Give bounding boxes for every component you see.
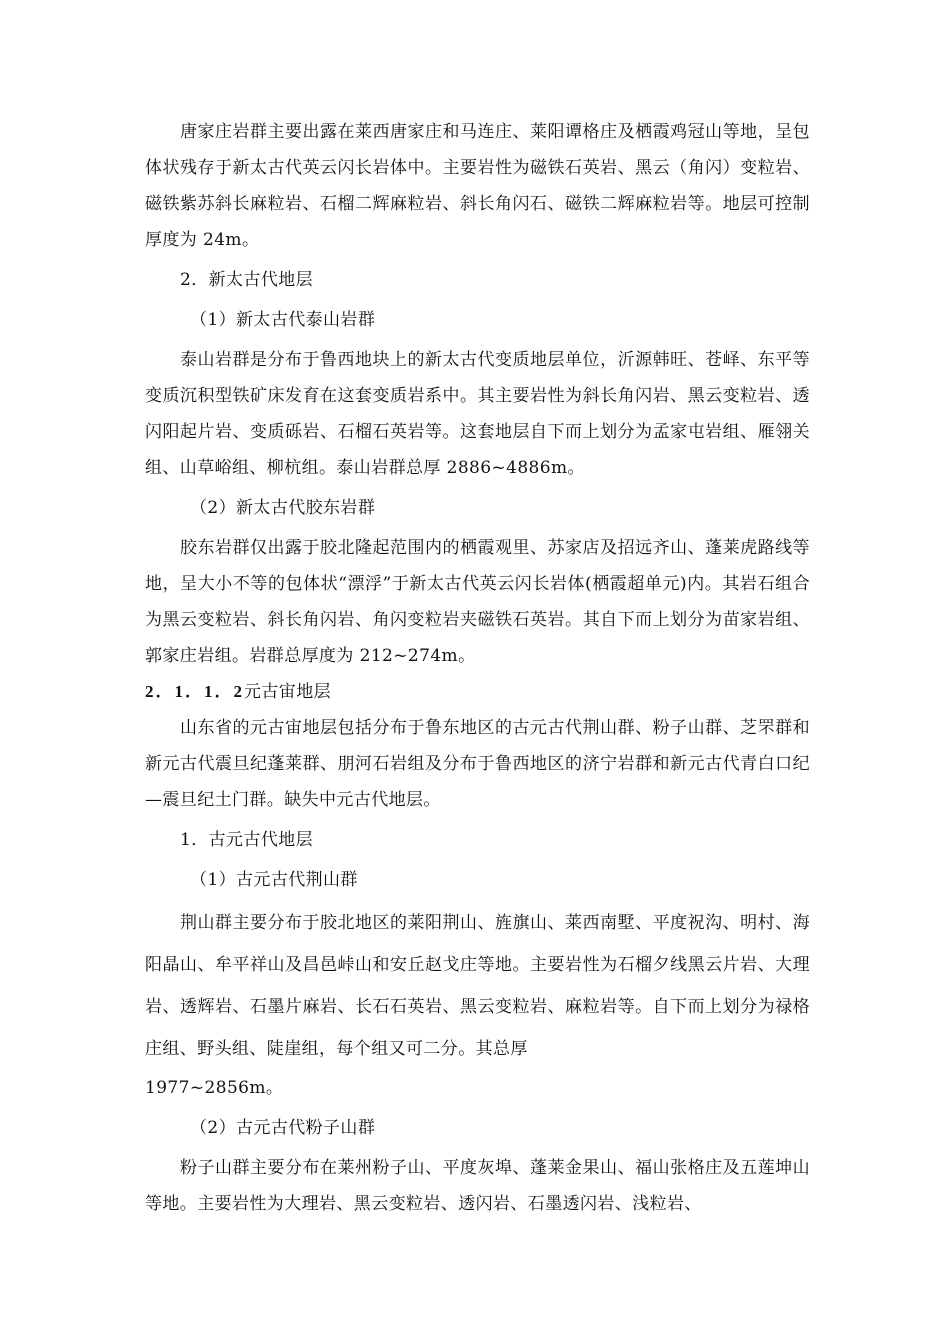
- paragraph-jingshan-thickness: 1977~2856m。: [145, 1078, 284, 1098]
- heading-jingshan-group: （1）古元古代荆山群: [190, 870, 358, 890]
- section-title: 元古宙地层: [244, 682, 331, 702]
- paragraph-jingshan: 荆山群主要分布于胶北地区的莱阳荆山、旌旗山、莱西南墅、平度祝沟、明村、海阳晶山、牟平祥山及昌邑峠山和安丘赵戈庄等地。主要岩性为石榴夕线黑云片岩、大理岩、透辉岩、石墨片麻岩、长石石英岩、黑云变粒岩、麻粒岩等。自下而上划分为禄格庄组、野头组、陡崖组，每个组又可二分。其总厚: [145, 913, 810, 1059]
- heading-fenzishan-group: （2）古元古代粉子山群: [190, 1118, 376, 1138]
- paragraph-tangjiazhuang: 唐家庄岩群主要出露在莱西唐家庄和马连庄、莱阳谭格庄及栖霞鸡冠山等地，呈包体状残存于新太古代英云闪长岩体中。主要岩性为磁铁石英岩、黑云（角闪）变粒岩、磁铁紫苏斜长麻粒岩、石榴二辉麻粒岩、斜长角闪石、磁铁二辉麻粒岩等。地层可控制厚度为 24m。: [145, 122, 810, 250]
- paragraph-fenzishan: 粉子山群主要分布在莱州粉子山、平度灰埠、蓬莱金果山、福山张格庄及五莲坤山等地。主要岩性为大理岩、黑云变粒岩、透闪岩、石墨透闪岩、浅粒岩、: [145, 1158, 810, 1214]
- paragraph-taishan: 泰山岩群是分布于鲁西地块上的新太古代变质地层单位，沂源韩旺、苍峄、东平等变质沉积型铁矿床发育在这套变质岩系中。其主要岩性为斜长角闪岩、黑云变粒岩、透闪阳起片岩、变质砾岩、石榴石英岩等。这套地层自下而上划分为孟家屯岩组、雁翎关组、山草峪组、柳杭组。泰山岩群总厚 2886~4886m。: [145, 350, 810, 478]
- paragraph-jiaodong: 胶东岩群仅出露于胶北隆起范围内的栖霞观里、苏家店及招远齐山、蓬莱虎路线等地，呈大小不等的包体状“漂浮”于新太古代英云闪长岩体(栖霞超单元)内。其岩石组合为黑云变粒岩、斜长角闪岩、角闪变粒岩夹磁铁石英岩。其自下而上划分为苗家岩组、郭家庄岩组。岩群总厚度为 212~274m。: [145, 538, 810, 666]
- section-heading-proterozoic: [145, 674, 810, 710]
- heading-neoarchean-strata: 2．新太古代地层: [180, 270, 314, 290]
- document-body: [145, 114, 810, 1222]
- heading-taishan-group: （1）新太古代泰山岩群: [190, 310, 376, 330]
- heading-jiaodong-group: （2）新太古代胶东岩群: [190, 498, 376, 518]
- heading-paleoproterozoic-strata: 1．古元古代地层: [180, 830, 314, 850]
- section-number: 2．1．1．2: [145, 682, 244, 701]
- paragraph-proterozoic: 山东省的元古宙地层包括分布于鲁东地区的古元古代荆山群、粉子山群、芝罘群和新元古代震旦纪蓬莱群、朋河石岩组及分布于鲁西地区的济宁岩群和新元古代青白口纪—震旦纪土门群。缺失中元古代地层。: [145, 718, 810, 810]
